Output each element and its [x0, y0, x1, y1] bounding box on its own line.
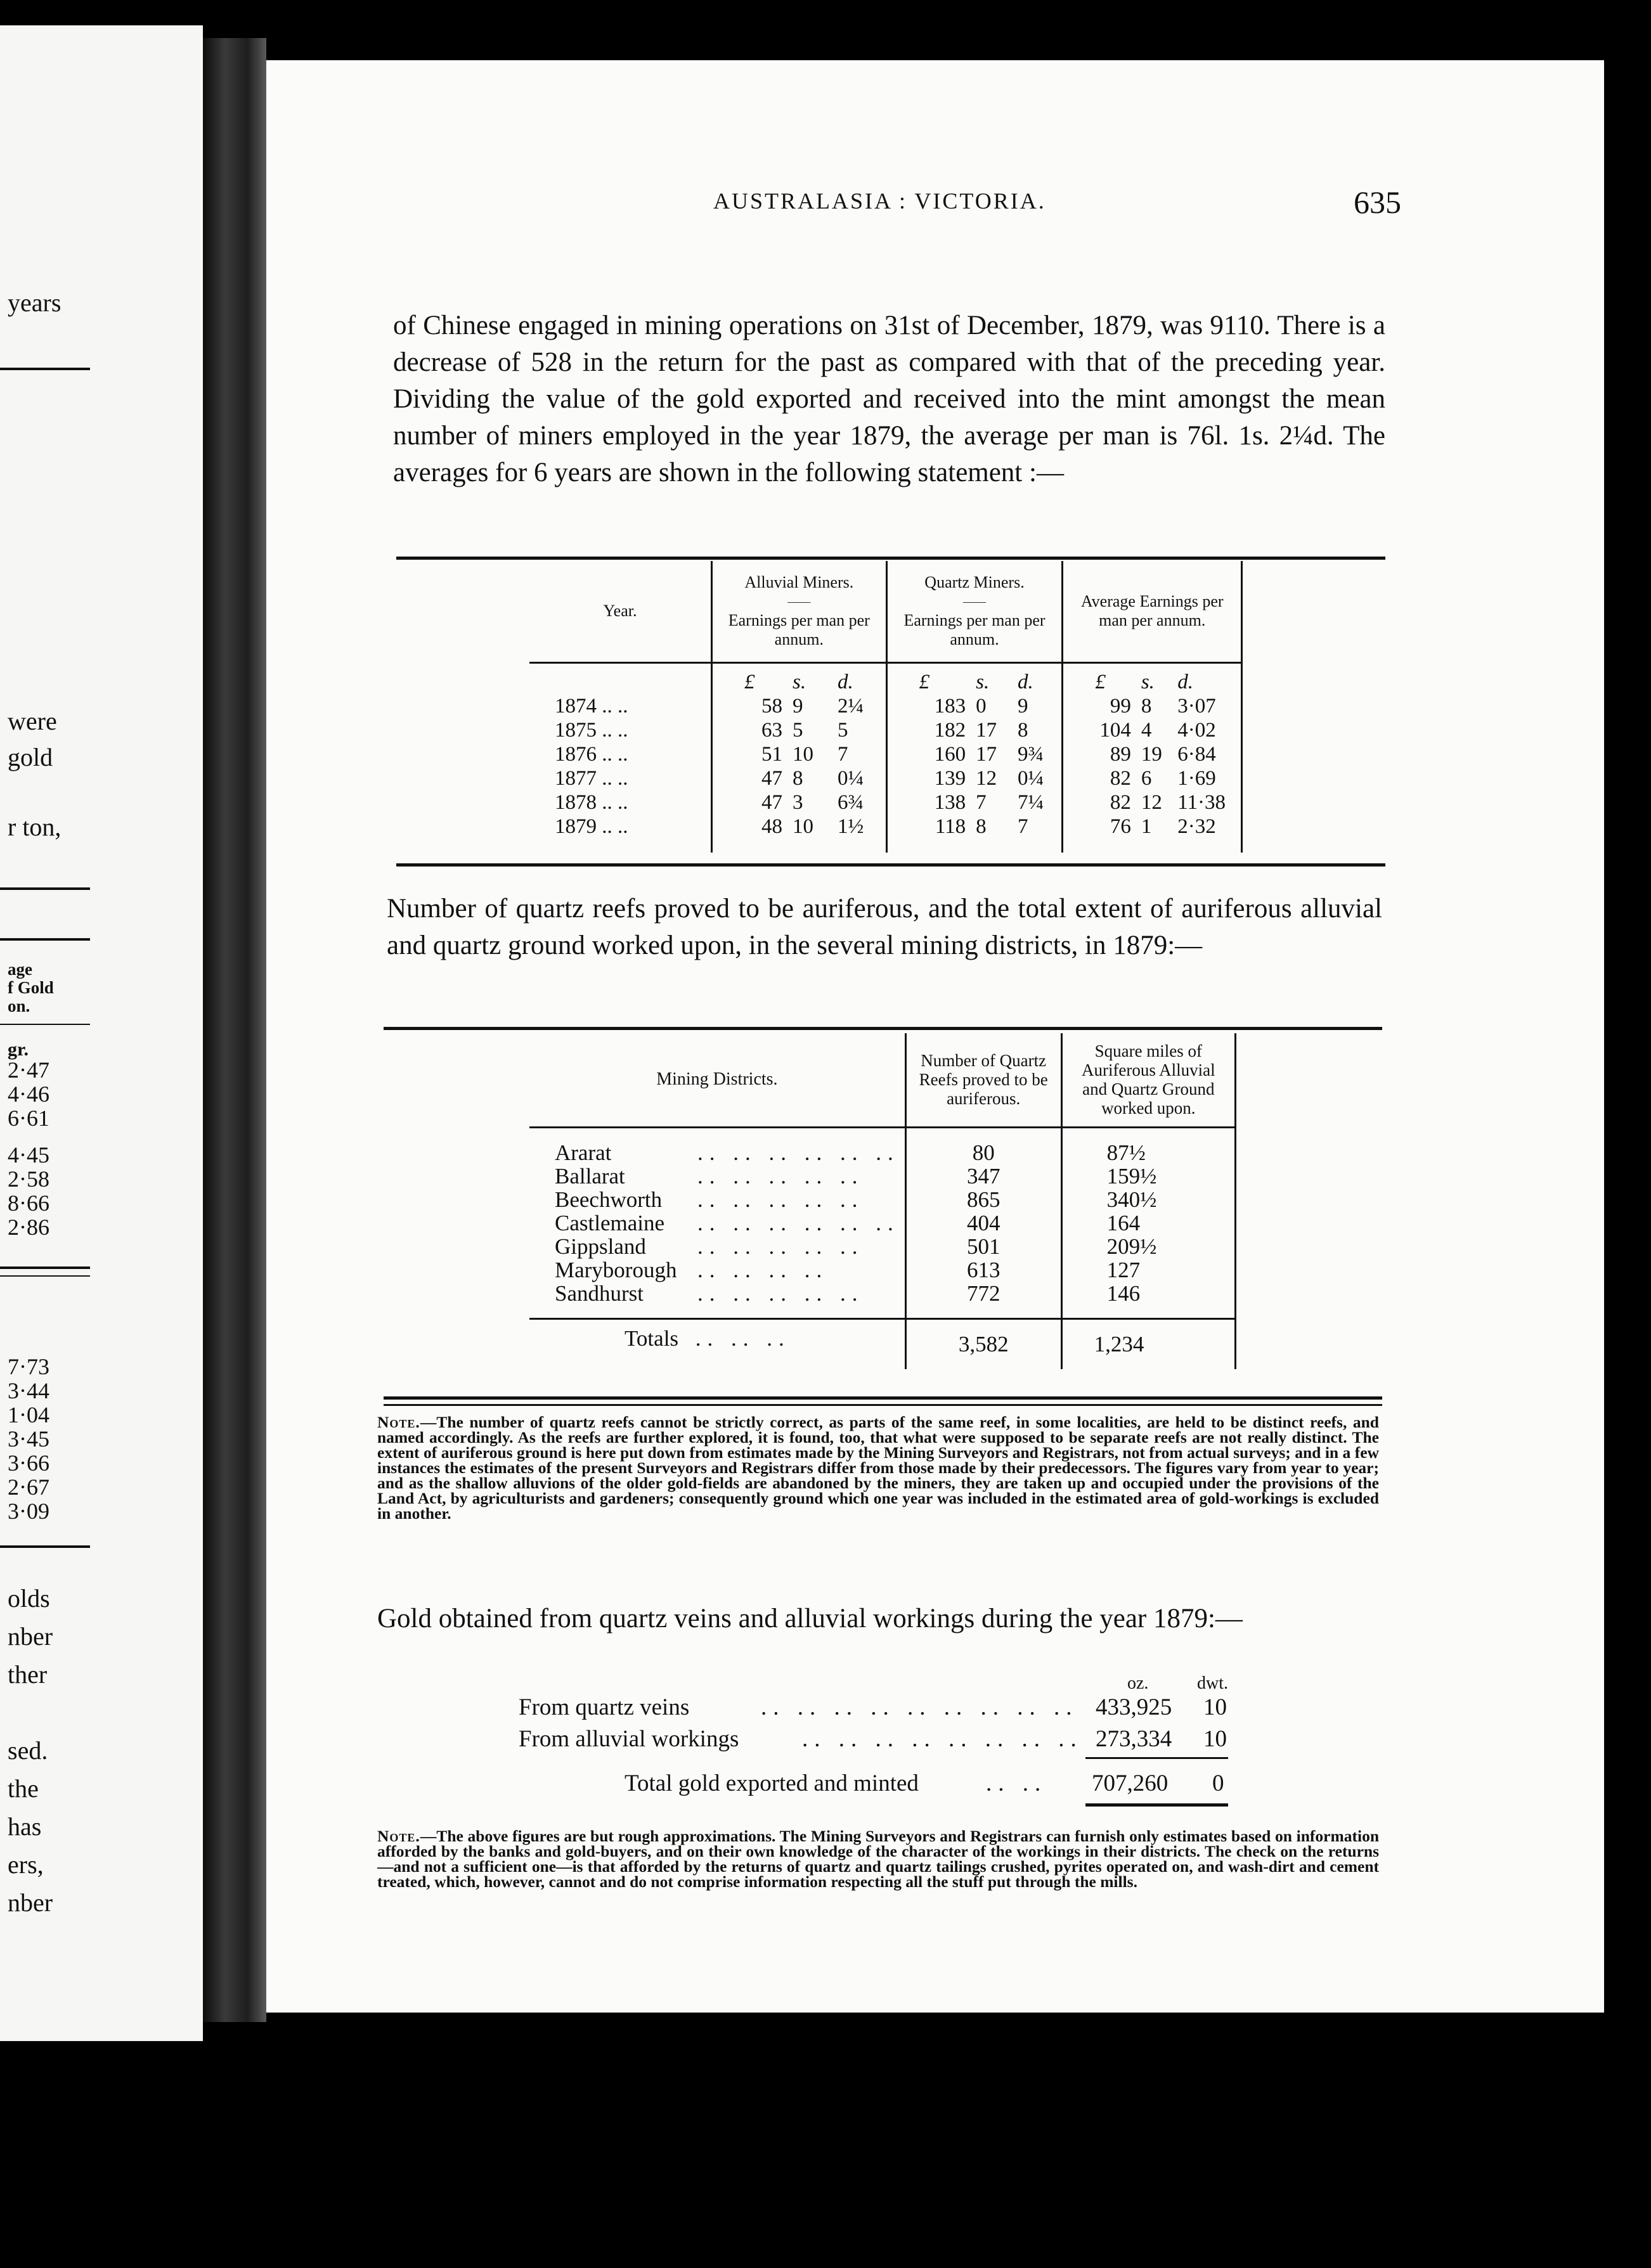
value-cell: 2·32	[1172, 815, 1241, 853]
district-name: Ballarat	[555, 1164, 625, 1189]
margin-text: f Gold	[8, 978, 54, 997]
square-miles-cell: 146	[1061, 1282, 1235, 1319]
square-miles-cell: 340½	[1061, 1188, 1235, 1211]
margin-text: were	[8, 707, 57, 735]
col-quartz-header: Quartz Miners. —— Earnings per man per annum.	[886, 561, 1063, 662]
value-cell: 183	[886, 694, 971, 718]
gold-unit-oz: oz.	[1127, 1673, 1149, 1693]
value-cell: 11·38	[1172, 790, 1241, 815]
reefs-cell: 404	[905, 1211, 1061, 1235]
table-rule-bottom	[384, 1396, 1382, 1400]
table-row	[529, 694, 1242, 718]
square-miles-cell: 209½	[1061, 1235, 1235, 1258]
year-cell: 1878 .. ..	[555, 790, 628, 814]
gold-sum-rule	[1085, 1757, 1228, 1759]
gold-unit-dwt: dwt.	[1197, 1673, 1228, 1693]
table-rule-bottom	[384, 1404, 1382, 1406]
district-name: Maryborough	[555, 1258, 677, 1282]
table-row: Castlemaine .. .. .. .. .. .. 404 164	[529, 1211, 1236, 1235]
gold-row-alluvial-dwt: 10	[1203, 1726, 1227, 1752]
gold-total-dwt: 0	[1212, 1770, 1224, 1796]
gold-total-oz: 707,260	[1092, 1770, 1169, 1796]
margin-text: 2·47	[8, 1057, 49, 1083]
value-cell: 6¾	[837, 790, 864, 814]
value-cell: 7	[1017, 815, 1028, 838]
paragraph-chinese-miners: of Chinese engaged in mining operations on 31st of December, 1879, was 9110. There is a decrease of 528 in the return for the past as compared with that of the preceding year. Dividing the value of the gold exported and received into the mint amongst the mean number of miners employed in the year 1879, the average per man is 76l. 1s. 2¼d. The averages for 6 years are shown in the following statement :—	[393, 311, 1385, 487]
value-cell: 8	[976, 815, 987, 838]
value-cell: 8	[1141, 694, 1152, 718]
table-rule-top	[396, 557, 1385, 560]
running-title: AUSTRALASIA : VICTORIA.	[713, 188, 1046, 214]
note-gold-figures: Note.—The above figures are but rough approximations. The Mining Surveyors and Registrars can furnish only estimates based on information afforded by the banks and gold-buyers, and on their own knowledge of the character of the workings in their districts. The check on the returns—and not a sufficient one—is that afforded by the returns of quartz and quartz tailings crushed, pyrites operated on, and wash-dirt and cement treated, which, however, cannot and do not comprise information respecting all the stuff put through the mills.	[377, 1827, 1379, 1891]
year-cell: 1877 .. ..	[555, 766, 628, 790]
table-rule-bottom	[396, 863, 1385, 867]
totals-label: Totals	[625, 1326, 679, 1351]
gold-row-alluvial-oz: 273,334	[1096, 1726, 1172, 1752]
value-cell: 7	[976, 790, 987, 814]
margin-text: on.	[8, 996, 30, 1015]
reefs-cell: 347	[905, 1164, 1061, 1188]
page-header	[447, 184, 1401, 222]
totals-reefs: 3,582	[905, 1319, 1061, 1370]
col-reefs-header: Number of Quartz Reefs proved to be auriferous.	[905, 1033, 1061, 1127]
margin-text: ther	[8, 1660, 48, 1689]
paragraph-gold-obtained: Gold obtained from quartz veins and alluvial workings during the year 1879:—	[377, 1604, 1243, 1633]
note-quartz-reefs: Note.—The number of quartz reefs cannot be strictly correct, as parts of the same reef, in some localities, are held to be distinct reefs, and named accordingly. As the reefs are further explored, it is found, too, that what were supposed to be separate reefs are not really distinct. The extent of auriferous ground is here put down from estimates made by the Mining Surveyors and Registrars, not from actual surveys; and in a few instances the estimates of the present Surveyors and Registrars differ from those made by their predecessors. The figures vary from year to year; and as the shallow alluvions of the older gold-fields are abandoned by the miners, they are taken up and occupied under the provisions of the Land Act, by agriculturists and gardeners; consequently ground which one year was included in the estimated area of gold-workings is excluded in another.	[377, 1413, 1379, 1523]
value-cell: 82	[1063, 766, 1136, 790]
square-miles-cell: 87½	[1061, 1141, 1235, 1164]
value-cell: 3	[793, 790, 803, 814]
margin-text: gr.	[8, 1039, 29, 1060]
value-cell: 10	[793, 742, 813, 766]
gold-total-label: Total gold exported and minted	[625, 1770, 919, 1796]
margin-rule	[0, 1275, 90, 1277]
table-row	[529, 815, 1242, 853]
table-row	[529, 790, 1242, 815]
value-cell: 8	[793, 766, 803, 790]
margin-text: sed.	[8, 1736, 48, 1765]
table-row	[529, 766, 1242, 790]
value-cell: 2¼	[837, 694, 864, 718]
value-cell: 0	[976, 694, 987, 718]
totals-row: Totals .. .. .. 3,582 1,234	[529, 1319, 1236, 1370]
margin-text: 3·44	[8, 1378, 49, 1403]
value-cell: 139	[886, 766, 971, 790]
col-alluvial-header: Alluvial Miners. —— Earnings per man per annum.	[712, 561, 887, 662]
margin-text: the	[8, 1774, 39, 1803]
value-cell: 17	[976, 742, 997, 766]
reefs-cell: 501	[905, 1235, 1061, 1258]
value-cell: 12	[1141, 790, 1162, 814]
page-number: 635	[1354, 184, 1401, 220]
square-miles-cell: 164	[1061, 1211, 1235, 1235]
margin-rule	[0, 1266, 90, 1269]
table-row: Maryborough .. .. .. .. 613 127	[529, 1258, 1236, 1282]
districts-table	[529, 1033, 1236, 1369]
table-row: Ballarat .. .. .. .. .. 347 159½	[529, 1164, 1236, 1188]
value-cell: 9	[1017, 694, 1028, 718]
square-miles-cell: 159½	[1061, 1164, 1235, 1188]
year-cell: 1876 .. ..	[555, 742, 628, 766]
margin-text: 7·73	[8, 1354, 49, 1379]
reefs-cell: 865	[905, 1188, 1061, 1211]
value-cell: 182	[886, 718, 971, 742]
square-miles-cell: 127	[1061, 1258, 1235, 1282]
margin-rule	[0, 938, 90, 941]
table-row: Sandhurst .. .. .. .. .. 772 146	[529, 1282, 1236, 1319]
margin-text: 2·67	[8, 1474, 49, 1500]
gold-row-alluvial-label: From alluvial workings	[519, 1726, 739, 1752]
margin-rule	[0, 887, 90, 890]
margin-text: nber	[8, 1888, 53, 1917]
value-cell: 104	[1063, 718, 1136, 742]
year-cell: 1875 .. ..	[555, 718, 628, 742]
col-district-header: Mining Districts.	[656, 1069, 778, 1090]
margin-text: 8·66	[8, 1190, 49, 1216]
value-cell: 118	[886, 815, 971, 853]
table-row	[529, 718, 1242, 742]
value-cell: 10	[793, 815, 813, 838]
value-cell: 6·84	[1172, 742, 1241, 766]
margin-text: 6·61	[8, 1105, 49, 1131]
reefs-cell: 772	[905, 1282, 1061, 1319]
value-cell: 7	[837, 742, 848, 766]
earnings-table: Year. Alluvial Miners. —— Earnings per man per annum. Quartz Miners. —— Earnings per man per annum. Average Earnings per man per annum. £ s. d. £ s. d. £ s. d. 1874 .. .. 58 9 2¼ 183 0 9 99 8 3·07 1875 .. .. 63 5 5 182 17 8 104 4 4·02 1876 .. .. 51 10 7 160 17 9¾ 89 19 6·84 1877 .. .. 47 8 0¼ 139 12 0¼ 82 6 1·69 1878 .. .. 47 3 6¾ 138 7 7¼ 82 12 11·38 1879 .. .. 48 10 1½ 118 8 7 76 1 2·32	[529, 561, 1243, 853]
left-page-fragment	[0, 25, 203, 2041]
margin-text: nber	[8, 1622, 53, 1651]
value-cell: 5	[837, 718, 848, 742]
value-cell: 8	[1017, 718, 1028, 742]
value-cell: 4	[1141, 718, 1152, 742]
table-row: Beechworth .. .. .. .. .. 865 340½	[529, 1188, 1236, 1211]
col-average-header: Average Earnings per man per annum.	[1063, 561, 1242, 662]
value-cell: 4·02	[1172, 718, 1241, 742]
value-cell: 99	[1063, 694, 1136, 718]
value-cell: 5	[793, 718, 803, 742]
margin-text: 3·66	[8, 1450, 49, 1476]
margin-rule	[0, 1545, 90, 1548]
year-cell: 1874 .. ..	[555, 694, 628, 718]
value-cell: 6	[1141, 766, 1152, 790]
margin-rule	[0, 1024, 90, 1025]
value-cell: 12	[976, 766, 997, 790]
totals-square-miles: 1,234	[1061, 1319, 1235, 1370]
district-name: Sandhurst	[555, 1281, 644, 1306]
margin-text: 2·86	[8, 1215, 49, 1240]
value-cell: 47	[712, 790, 788, 815]
margin-text: 4·46	[8, 1081, 49, 1107]
value-cell: 76	[1063, 815, 1136, 853]
margin-text: olds	[8, 1584, 50, 1613]
margin-text: 1·04	[8, 1402, 49, 1427]
year-cell: 1879 .. ..	[555, 815, 628, 838]
district-name: Castlemaine	[555, 1211, 665, 1235]
margin-text: r ton,	[8, 813, 62, 841]
value-cell: 160	[886, 742, 971, 766]
value-cell: 0¼	[837, 766, 864, 790]
gold-row-quartz-label: From quartz veins	[519, 1694, 690, 1720]
district-name: Beechworth	[555, 1187, 663, 1212]
districts-table-body	[529, 1141, 1236, 1319]
value-cell: 7¼	[1017, 790, 1044, 814]
margin-text: 3·45	[8, 1426, 49, 1452]
margin-text: 2·58	[8, 1166, 49, 1192]
table-row: Gippsland .. .. .. .. .. 501 209½	[529, 1235, 1236, 1258]
gold-row-quartz-dwt: 10	[1203, 1694, 1227, 1720]
district-name: Ararat	[555, 1140, 612, 1165]
value-cell: 89	[1063, 742, 1136, 766]
value-cell: 63	[712, 718, 788, 742]
table-rule-top	[384, 1027, 1382, 1030]
table-row: Ararat .. .. .. .. .. .. 80 87½	[529, 1141, 1236, 1164]
reefs-cell: 80	[905, 1141, 1061, 1164]
value-cell: 1½	[837, 815, 864, 838]
margin-text: 3·09	[8, 1498, 49, 1524]
margin-text: ers,	[8, 1850, 44, 1879]
col-square-miles-header: Square miles of Auriferous Alluvial and Quartz Ground worked upon.	[1061, 1033, 1235, 1127]
value-cell: 82	[1063, 790, 1136, 815]
gold-row-quartz-oz: 433,925	[1096, 1694, 1172, 1720]
margin-text: age	[8, 960, 32, 979]
value-cell: 138	[886, 790, 971, 815]
earnings-table-body	[529, 694, 1242, 853]
value-cell: 1	[1141, 815, 1152, 838]
value-cell: 1·69	[1172, 766, 1241, 790]
value-cell: 58	[712, 694, 788, 718]
gold-total-rule	[1085, 1803, 1228, 1807]
district-name: Gippsland	[555, 1234, 646, 1259]
value-cell: 9	[793, 694, 803, 718]
value-cell: 17	[976, 718, 997, 742]
margin-text: gold	[8, 743, 53, 771]
margin-text: has	[8, 1812, 42, 1841]
col-year-header: Year.	[603, 602, 637, 621]
table-row	[529, 742, 1242, 766]
value-cell: 51	[712, 742, 788, 766]
reefs-cell: 613	[905, 1258, 1061, 1282]
margin-text: 4·45	[8, 1142, 49, 1168]
value-cell: 9¾	[1017, 742, 1044, 766]
value-cell: 47	[712, 766, 788, 790]
book-gutter	[203, 38, 266, 2022]
value-cell: 19	[1141, 742, 1162, 766]
value-cell: 0¼	[1017, 766, 1044, 790]
margin-rule	[0, 368, 90, 370]
paragraph-quartz-reefs: Number of quartz reefs proved to be auriferous, and the total extent of auriferous alluvial and quartz ground worked upon, in the several mining districts, in 1879:—	[387, 894, 1382, 960]
value-cell: 3·07	[1172, 694, 1241, 718]
margin-text: years	[8, 288, 62, 317]
value-cell: 48	[712, 815, 788, 853]
